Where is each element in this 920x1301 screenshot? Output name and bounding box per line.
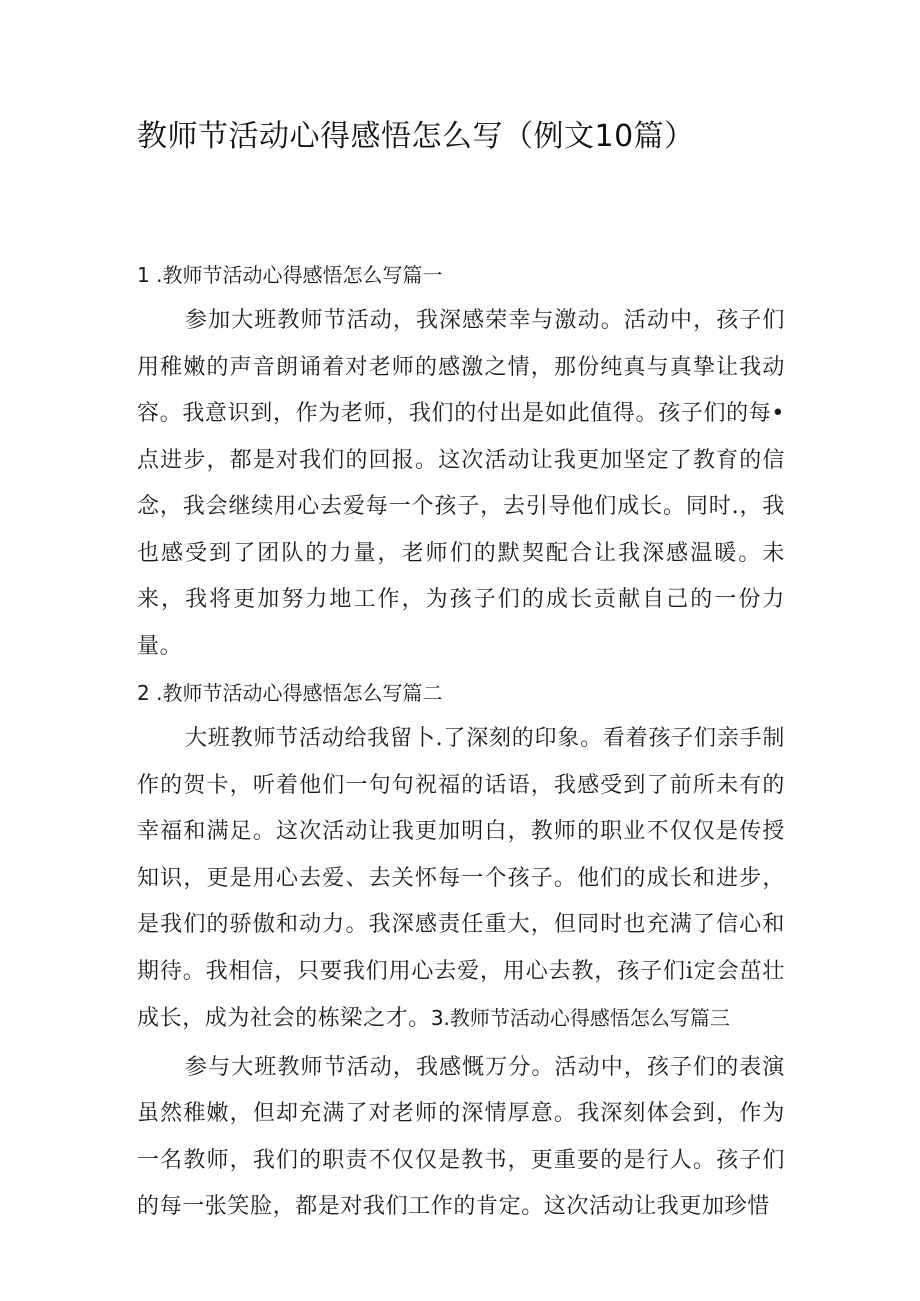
section-heading-2: 2 .教师节活动心得感悟怎么写篇二: [137, 681, 443, 705]
section-heading-1: 1 .教师节活动心得感悟怎么写篇一: [137, 263, 443, 287]
document-body: [137, 252, 785, 1231]
section-paragraph-2: [137, 716, 785, 1043]
section-paragraph-1: 参加大班教师节活动，我深感荣幸与激动。活动中，孩子们用稚嫩的声音朗诵着对老师的感激之情，那份纯真与真挚让我动容。我意识到，作为老师，我们的付出是如此值得。孩子们的每•点进步，都是对我们的回报。这次活动让我更加坚定了教育的信念，我会继续用心去爱每一个孩子，去引导他们成长。同时.，我也感受到了团队的力量，老师们的默契配合让我深感温暖。未来，我将更加努力地工作，为孩子们的成长贡献自己的一份力量。: [137, 308, 785, 659]
section-paragraph-3: 参与大班教师节活动，我感慨万分。活动中，孩子们的表演虽然稚嫩，但却充满了对老师的深情厚意。我深刻体会到，作为一名教师，我们的职责不仅仅是教书，更重要的是行人。孩子们的每一张笑脸，都是对我们工作的肯定。这次活动让我更加珍惜: [137, 1054, 785, 1219]
document-title: 教师节活动心得感悟怎么写（例文10篇）: [137, 119, 695, 154]
section-heading-3: 3.教师节活动心得感悟怎么写篇三: [430, 1006, 730, 1030]
section-paragraph-2-text: 大班教师节活动给我留卜.了深刻的印象。看着孩子们亲手制作的贺卡，听着他们一句句祝福的话语，我感受到了前所未有的幸福和满足。这次活动让我更加明白，教师的职业不仅仅是传授知识，更是用心去爱、去关怀每一个孩子。他们的成长和进步，是我们的骄傲和动力。我深感责任重大，但同时也充满了信心和期待。我相信，只要我们用心去爱，用心去教，孩子们i定会茁壮成长，成为社会的栋梁之才。: [137, 726, 785, 1031]
